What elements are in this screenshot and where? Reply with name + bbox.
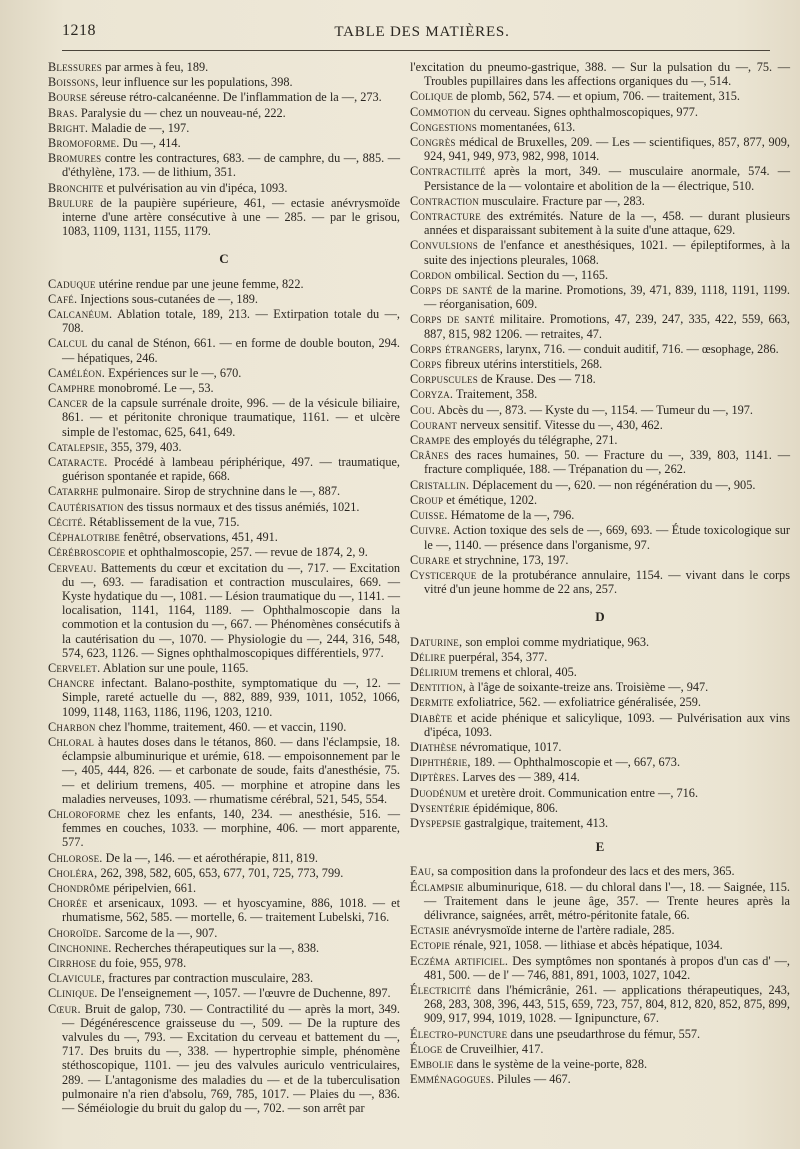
entry-text: Sarcome de la —, 907. [104,925,218,940]
entry-text: de Cruveilhier, 417. [445,1041,544,1056]
entry-text: de la capsule surrénale droite, 996. — de la vésicule biliaire, 861. — et péritonite chronique traumatique, 1161. — et ulcère simple de l'estomac, 625, 641, 649. [62,396,401,439]
entry-text: épidémique, 806. [472,800,559,815]
index-entry [48,136,400,150]
index-entry [410,508,790,522]
index-entry [410,801,790,815]
entry-text: du canal de Sténon, 661. — en forme de double bouton, 294. — hépatiques, 246. [62,336,400,365]
index-entry [410,711,790,739]
entry-headword: Eau, [410,864,435,879]
entry-headword: Catalepsie, [48,439,108,454]
index-entry [410,493,790,507]
index-entry [410,1042,790,1056]
entry-headword: Caméléon. [48,365,106,380]
entry-text: Battements du cœur et excitation du —, 717. — Excitation du —, 693. — faradisation et contraction musculaires, 669. — Kyste hydatique du —, 1081. — Lésion traumatique du —, 1141. — localisation, 1141, 1164, 1189. — Ophthalmoscopie dans la commotion et la contusion du —, 667. — Phénomènes consécutifs à la cautérisation du —, 1070. — Physiologie du —, 244, 316, 548, 574, 623, 1126. — Signes ophthalmoscopiques différentiels, 977. [62,560,401,660]
section-letter: D [595,609,605,625]
entry-headword: Cancer [48,396,88,411]
entry-headword: Corps de santé [410,312,495,327]
entry-text: Pilules — 467. [497,1072,571,1087]
entry-headword: Diabète [410,710,453,725]
entry-headword: Catarrhe [48,484,99,499]
entry-text: ombilical. Section du —, 1165. [454,267,609,282]
entry-text: Hématome de la —, 796. [450,508,575,523]
entry-headword: Chloroforme [48,806,121,821]
entry-text: Des symptômes non spontanés à propos d'un cas d' —, 481, 500. — de l' — 746, 881, 891, 1003, 1027, 1042. [424,953,791,982]
index-entry [410,105,790,119]
entry-headword: Cérébroscopie [48,545,126,560]
entry-headword: Camphre [48,381,96,396]
index-entry [410,312,790,340]
entry-text: de l'enfance et anesthésiques, 1021. — épileptiformes, à la suite des injections pleurales, 1068. [424,238,790,267]
entry-text: Larves des — 389, 414. [462,770,580,785]
entry-text: à l'âge de soixante-treize ans. Troisième —, 947. [469,680,709,695]
entry-headword: Caduque [48,276,96,291]
index-entry [48,366,400,380]
index-entry [48,381,400,395]
page-header [62,22,782,48]
entry-headword: Cysticerque [410,567,477,582]
index-entry [410,923,790,937]
index-entry [48,530,400,544]
entry-text: des extrémités. Nature de la —, 458. — durant plusieurs années et disparaissant subitement à la suite d'une attaque, 629. [424,209,790,238]
entry-text: chez les enfants, 140, 234. — anesthésie, 516. — femmes en couches, 1033. — morphine, 406. — mort apparente, 577. [62,806,401,850]
entry-headword: Choléra, [48,865,98,880]
index-entry [48,440,400,454]
index-entry [48,336,400,364]
entry-text: et acide phénique et salicylique, 1093. — Pulvérisation aux vins d'ipéca, 1093. [424,710,790,739]
entry-headword: Cervelet. [48,660,101,675]
entry-headword: Dyspepsie [410,815,462,830]
entry-headword: Délirium [410,664,458,679]
entry-text: De l'enseignement —, 1057. — l'œuvre de Duchenne, 897. [100,986,391,1001]
entry-headword: Convulsions [410,238,478,253]
entry-text: monobromé. Le —, 53. [98,381,214,396]
index-entry [48,926,400,940]
index-entry [410,478,790,492]
entry-headword: Cataracte. [48,455,108,470]
entry-headword: Bronchite [48,180,104,195]
entry-text: de la marine. Promotions, 39, 471, 839, 1118, 1191, 1199. — réorganisation, 609. [424,283,790,312]
entry-headword: Ectopie [410,938,451,953]
index-entry-continuation [410,60,790,88]
entry-headword: Daturine, [410,634,463,649]
index-entry [48,90,400,104]
entry-headword: Dentition, [410,680,466,695]
index-entry [410,433,790,447]
index-entry [410,695,790,709]
entry-text: utérine rendue par une jeune femme, 822. [98,276,304,291]
entry-headword: Cou. [410,402,436,417]
entry-text: contre les contractures, 683. — de camphre, du —, 885. — d'éthylène, 173. — de lithium, 351. [62,151,400,180]
entry-text: Rétablissement de la vue, 715. [89,514,240,529]
index-entry [48,956,400,970]
index-entry [410,635,790,649]
entry-text: rénale, 921, 1058. — lithiase et abcès hépatique, 1034. [453,938,723,953]
right-column [410,60,790,1087]
entry-text: séreuse rétro-calcanéenne. De l'inflammation de la —, 273. [90,90,382,105]
index-entry [410,238,790,266]
index-entry [48,676,400,719]
index-entry [48,561,400,660]
entry-headword: Calcanéum. [48,307,113,322]
entry-headword: Cinchonine. [48,940,112,955]
index-entry [48,545,400,559]
entry-text: nerveux sensitif. Vitesse du —, 430, 462. [460,417,663,432]
entry-headword: Curare [410,552,450,567]
entry-headword: Chlorose. [48,850,103,865]
entry-text: péripelvien, 661. [113,880,197,895]
entry-text: fenêtré, observations, 451, 491. [123,530,278,545]
entry-headword: Crânes [410,448,449,463]
entry-headword: Croup [410,492,444,507]
section-letter: E [595,839,605,855]
entry-text: des races humaines, 50. — Fracture du —, 339, 803, 1141. — fracture compliquée, 188. — Trépanation du —, 262. [424,448,790,477]
entry-text: pulmonaire. Sirop de strychnine dans le —, 887. [101,484,341,499]
entry-text: infectant. Balano-posthite, symptomatique du —, 12. — Simple, rareté actuelle du —, 882, 889, 939, 1011, 1052, 1066, 1099, 1148, 1163, 1186, 1196, 1203, 1210. [62,676,400,719]
entry-text: médical de Bruxelles, 209. — Les — scientifiques, 857, 877, 909, 924, 941, 949, 973, 982, 998, 1014. [424,135,790,164]
index-entry [410,983,790,1026]
entry-text: dans le système de la veine-porte, 828. [456,1057,648,1071]
entry-headword: Cautérisation [48,499,124,514]
entry-headword: Corpuscules [410,372,478,387]
entry-headword: Cuisse. [410,508,448,523]
entry-text: dans une pseudarthrose du fémur, 557. [510,1026,701,1041]
entry-text: leur influence sur les populations, 398. [101,75,293,90]
entry-headword: Café. [48,291,78,306]
index-entry [410,553,790,567]
entry-text: 262, 398, 582, 605, 653, 677, 701, 725, 773, 799. [100,865,344,880]
entry-headword: Cerveau. [48,560,97,575]
entry-text: et ophthalmoscopie, 257. — revue de 1874, 2, 9. [128,545,368,560]
entry-headword: Bright. [48,120,89,135]
entry-text: des tissus normaux et des tissus anémiés, 1021. [126,499,360,514]
entry-headword: Embolie [410,1057,454,1071]
entry-text: Ablation totale, 189, 213. — Extirpation totale du —, 708. [62,307,400,336]
entry-headword: Bromures [48,151,102,166]
entry-headword: Corps de santé [410,283,493,298]
entry-text: Abcès du —, 873. — Kyste du —, 1154. — Tumeur du —, 197. [437,402,753,417]
entry-headword: Courant [410,417,458,432]
entry-headword: Cœur. [48,1001,81,1016]
entry-headword: Cordon [410,267,452,282]
entry-text: après la mort, 349. — musculaire anormale, 574. — Persistance de la — volontaire et abolition de la — électrique, 510. [424,164,790,193]
entry-text: dans l'hémicrânie, 261. — applications thérapeutiques, 243, 268, 283, 308, 396, 443, 515, 659, 723, 757, 804, 812, 820, 852, 875, 899, 909, 917, 994, 1019, 1028. — Ignipuncture, 67. [424,982,790,1026]
entry-text: l'excitation du pneumo-gastrique, 388. — Sur la pulsation du —, 75. — Troubles pupillaires dans les affections organiques du —, 514. [410,60,790,89]
index-entry [410,954,790,982]
entry-headword: Électro-puncture [410,1026,508,1041]
entry-text: chez l'homme, traitement, 460. — et vaccin, 1190. [98,719,347,734]
entry-headword: Chondrôme [48,880,111,895]
index-entry [410,448,790,476]
entry-text: son emploi comme mydriatique, 963. [465,634,650,649]
entry-text: albuminurique, 618. — du chloral dans l'—, 18. — Saignée, 115. — Traitement dans le jeune âge, 357. — Trente heures après la délivrance, saignées, arrêt, métro-péritonite fatale, 66. [424,879,791,922]
entry-headword: Clavicule, [48,971,106,986]
index-entry [410,568,790,596]
index-entry [410,194,790,208]
entry-headword: Corps [410,357,442,372]
index-entry [48,60,400,74]
index-entry [48,106,400,120]
entry-headword: Éloge [410,1041,443,1056]
index-entry [48,986,400,1000]
entry-headword: Cirrhose [48,955,97,970]
left-column [48,60,400,1116]
entry-text: De la —, 146. — et aérothérapie, 811, 819. [105,850,318,865]
index-entry [410,372,790,386]
index-entry [410,164,790,192]
entry-text: à hautes doses dans le tétanos, 860. — dans l'éclampsie, 18. éclampsie albuminurique et urémie, 618. — empoisonnement par le —, 405, 444, 826. — et carbonate de soude, faits d'anesthésie, 75. — et delirium tremens, 405. — morphine et atropine dans les maladies nerveuses, 1093. — rhumatisme cérébral, 521, 545, 554. [62,734,400,806]
entry-headword: Clinique. [48,986,98,1001]
index-entry [48,851,400,865]
index-entry [48,181,400,195]
entry-text: puerpéral, 354, 377. [448,649,548,664]
entry-headword: Diathèse [410,739,457,754]
running-title: TABLE DES MATIÈRES. [334,24,510,40]
entry-text: militaire. Promotions, 47, 239, 247, 335, 422, 559, 663, 887, 815, 982 1206. — retraites, 47. [424,312,790,341]
index-entry [48,735,400,806]
entry-text: de la paupière supérieure, 461, — ectasie anévrysmoïde interne d'une artère consécutive à une — 285. — par le grisou, 1083, 1109, 1131, 1155, 1179. [62,195,400,239]
index-entry [410,770,790,784]
entry-headword: Blessures [48,60,103,74]
entry-headword: Congestions [410,119,477,134]
entry-text: Procédé à lambeau périphérique, 497. — traumatique, guérison spontanée et rapide, 668. [62,455,400,484]
index-entry [48,484,400,498]
entry-headword: Crampe [410,433,451,448]
entry-headword: Diphthérie, [410,755,471,770]
entry-headword: Congrès [410,135,456,150]
index-entry [410,387,790,401]
index-entry [48,720,400,734]
index-entry [410,740,790,754]
index-entry [410,403,790,417]
entry-text: Traitement, 358. [456,387,538,402]
entry-text: Déplacement du —, 620. — non régénération du —, 905. [472,477,756,492]
index-entry [410,816,790,830]
entry-text: Injections sous-cutanées de —, 189. [80,291,258,306]
entry-text: de Krause. Des — 718. [481,372,596,387]
index-entry [410,864,790,878]
entry-headword: Cristallin. [410,477,470,492]
entry-headword: Duodénum [410,785,467,800]
entry-text: fibreux utérins interstitiels, 268. [444,357,603,372]
index-entry [48,455,400,483]
entry-text: et arsenicaux, 1093. — et hyoscyamine, 886, 1018. — et rhumatisme, 562, 585. — mortelle, 6. — traitement Lubelski, 716. [62,896,400,925]
header-rule [62,50,770,51]
entry-text: de plomb, 562, 574. — et opium, 706. — traitement, 315. [456,89,740,104]
entry-text: de la protubérance annulaire, 1154. — vivant dans le corps vitré d'un jeune homme de 22 ans, 257. [424,567,790,597]
index-entry [410,680,790,694]
entry-headword: Bourse [48,90,87,105]
entry-text: Paralysie du — chez un nouveau-né, 222. [80,105,286,120]
entry-headword: Corps étrangers, [410,341,504,356]
entry-text: tremens et chloral, 405. [461,664,577,679]
index-entry [48,896,400,924]
index-entry [48,292,400,306]
index-entry [410,209,790,237]
index-entry [410,135,790,163]
entry-headword: Contracture [410,209,481,224]
entry-text: Bruit de galop, 730. — Contractilité du — après la mort, 349. — Dégénérescence graisseuse du —, 509. — De la rupture des valvules du —, 793. — Excitation du cerveau et battement du —, 717. Des bruits du —, 338. — hypertrophie simple, phénomène stéthoscopique, 1101. — jeu des valvules auriculo ventriculaires, 289. — L'antagonisme des maladies du — et de la tuberculisation pulmonaire n'a rien d'absolu, 769, 785, 1017. — Plaies du —, 836. — Séméiologie du bruit du galop du —, 702. — son arrêt par [62,1001,401,1116]
index-entry [410,268,790,282]
entry-headword: Contraction [410,193,479,208]
index-entry [48,196,400,239]
page-number: 1218 [62,22,96,39]
index-entry [410,1027,790,1041]
entry-text: 189. — Ophthalmoscopie et —, 667, 673. [473,755,681,770]
entry-text: par armes à feu, 189. [105,60,209,74]
index-entry [48,1002,400,1116]
entry-text: 355, 379, 403. [110,439,182,454]
entry-headword: Délire [410,649,446,664]
index-entry [48,941,400,955]
entry-headword: Contractilité [410,164,486,179]
entry-headword: Eczéma artificiel. [410,953,509,968]
entry-headword: Cuivre. [410,523,451,538]
entry-text: névromatique, 1017. [460,739,562,754]
index-entry [48,121,400,135]
entry-text: du foie, 955, 978. [99,955,187,970]
entry-headword: Chancre [48,676,95,691]
index-entry [48,151,400,179]
entry-headword: Diptères. [410,770,460,785]
entry-text: Maladie de —, 197. [91,120,190,135]
index-entry [410,283,790,311]
entry-text: fractures par contraction musculaire, 283. [108,971,314,986]
entry-text: Recherches thérapeutiques sur la —, 838. [114,940,320,955]
entry-headword: Coryza. [410,387,454,402]
index-entry [48,500,400,514]
index-entry [48,307,400,335]
index-entry [410,523,790,551]
entry-text: larynx, 716. — conduit auditif, 716. — œsophage, 286. [506,341,779,356]
entry-headword: Bras. [48,105,78,120]
index-entry [410,120,790,134]
index-entry [410,1072,790,1086]
entry-text: Du —, 414. [122,136,181,151]
index-entry [410,418,790,432]
index-entry [48,277,400,291]
index-entry [48,866,400,880]
entry-text: du cerveau. Signes ophthalmoscopiques, 977. [473,104,698,119]
index-entry [48,75,400,89]
index-entry [48,396,400,439]
entry-text: sa composition dans la profondeur des lacs et des mers, 365. [437,864,735,879]
index-entry [410,342,790,356]
entry-text: Expériences sur le —, 670. [108,365,242,380]
entry-text: et émétique, 1202. [446,492,538,507]
entry-text: Ablation sur une poule, 1165. [102,660,249,675]
index-entry [410,89,790,103]
entry-headword: Choroïde. [48,925,102,940]
index-entry [410,786,790,800]
entry-headword: Calcul [48,336,88,351]
index-entry [48,881,400,895]
entry-headword: Emménagogues. [410,1072,495,1087]
index-entry [410,755,790,769]
entry-text: musculaire. Fracture par —, 283. [481,193,645,208]
entry-headword: Dysentérie [410,800,470,815]
entry-text: et strychnine, 173, 197. [452,552,569,567]
entry-headword: Électricité [410,982,472,997]
index-entry [410,880,790,923]
entry-headword: Chorée [48,896,88,911]
entry-headword: Céphalotribe [48,530,121,545]
entry-headword: Bromoforme. [48,136,120,151]
entry-text: Action toxique des sels de —, 669, 693. — Étude toxicologique sur le —, 1140. — présence dans l'organisme, 97. [424,523,790,552]
entry-headword: Brulure [48,195,94,210]
entry-text: momentanées, 613. [479,119,576,134]
index-entry [48,807,400,850]
entry-text: des employés du télégraphe, 271. [453,433,618,448]
entry-headword: Colique [410,89,454,104]
section-letter: C [219,251,229,267]
entry-text: anévrysmoïde interne de l'artère radiale, 285. [452,923,675,938]
index-entry [410,357,790,371]
entry-headword: Commotion [410,104,471,119]
entry-headword: Éclampsie [410,879,464,894]
entry-text: et pulvérisation au vin d'ipéca, 1093. [106,180,288,195]
index-entry [410,938,790,952]
entry-headword: Boissons, [48,75,99,90]
entry-text: exfoliatrice, 562. — exfoliatrice généralisée, 259. [456,695,701,710]
entry-headword: Ectasie [410,923,450,938]
entry-text: gastralgique, traitement, 413. [464,815,609,830]
index-entry [410,1057,790,1071]
entry-headword: Cécité. [48,514,87,529]
index-entry [410,650,790,664]
entry-text: et uretère droit. Communication entre —, 716. [469,785,699,800]
entry-headword: Chloral [48,734,95,749]
entry-headword: Dermite [410,695,454,710]
index-entry [48,971,400,985]
index-entry [410,665,790,679]
entry-headword: Charbon [48,719,96,734]
index-entry [48,661,400,675]
index-entry [48,515,400,529]
